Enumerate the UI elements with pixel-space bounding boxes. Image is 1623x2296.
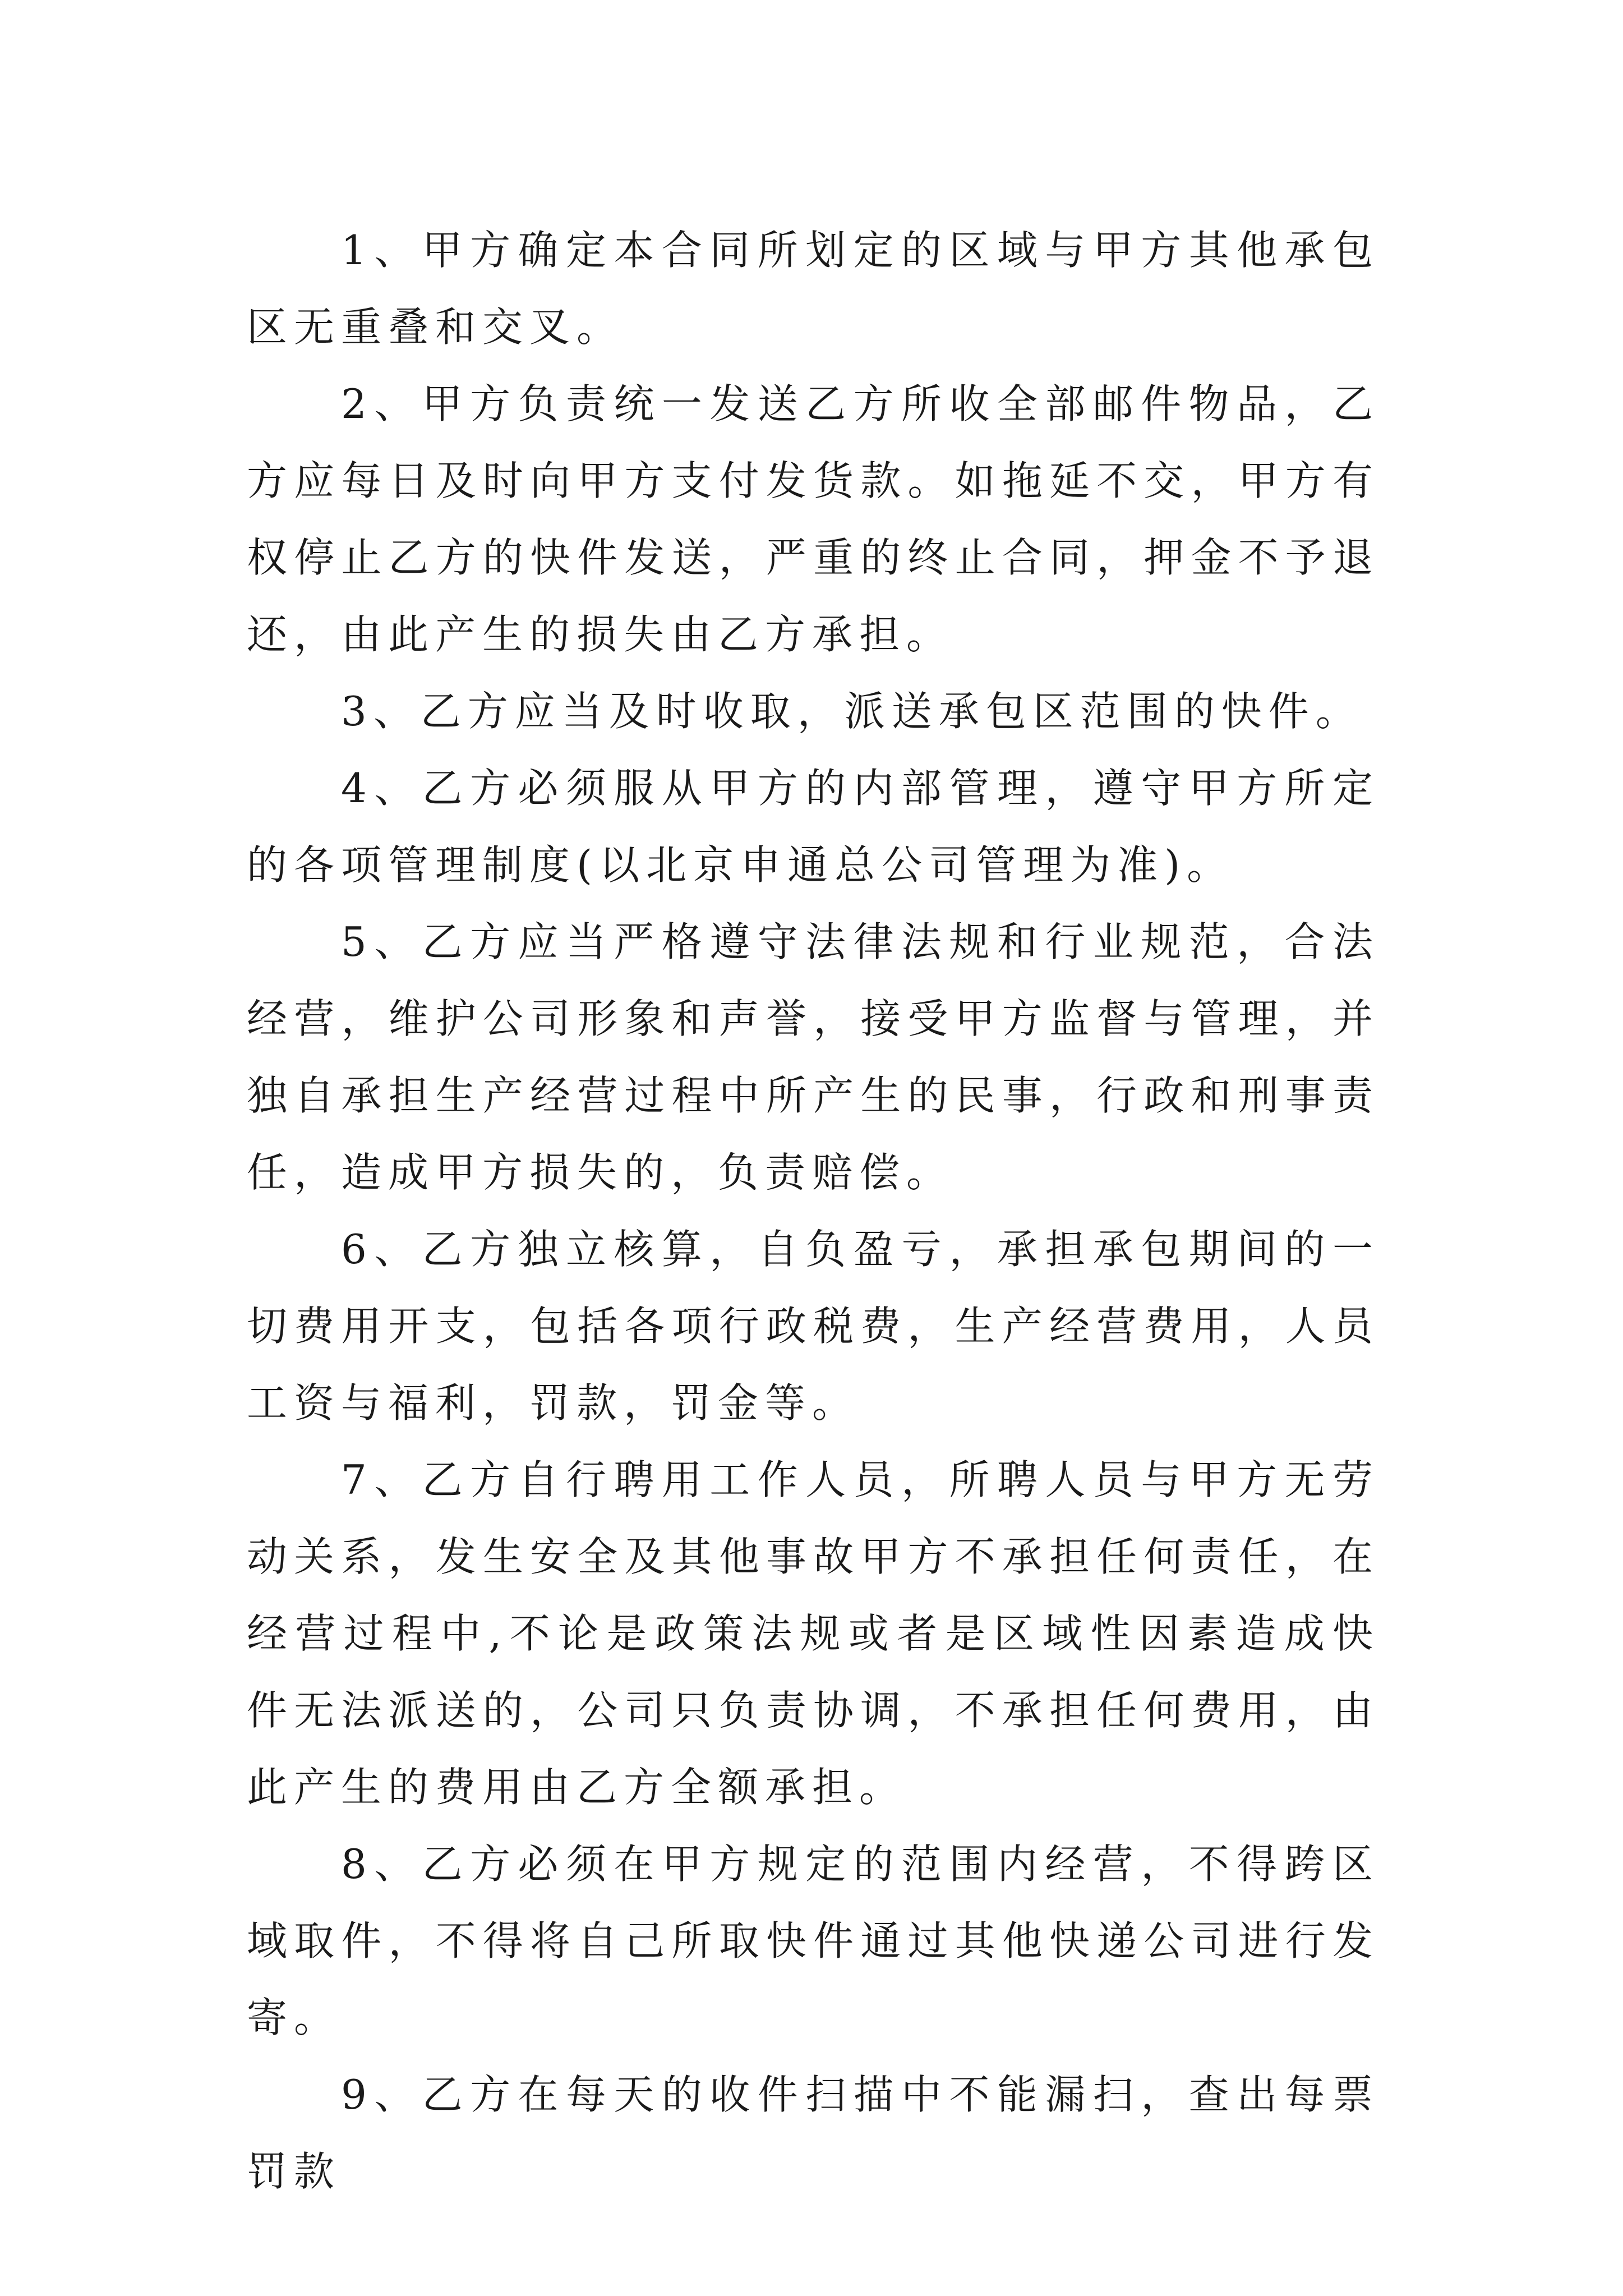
paragraph-2: 2、甲方负责统一发送乙方所收全部邮件物品，乙方应每日及时向甲方支付发货款。如拖延不交，甲方有权停止乙方的快件发送，严重的终止合同，押金不予退还，由此产生的损失由乙方承担。 (247, 380, 1380, 658)
contract-text (247, 212, 1380, 2210)
paragraph-6: 6、乙方独立核算，自负盈亏，承担承包期间的一切费用开支，包括各项行政税费，生产经营费用，人员工资与福利，罚款，罚金等。 (247, 1226, 1380, 1427)
paragraph-1: 1、甲方确定本合同所划定的区域与甲方其他承包区无重叠和交叉。 (247, 227, 1380, 351)
paragraph-5: 5、乙方应当严格遵守法律法规和行业规范，合法经营，维护公司形象和声誉，接受甲方监督与管理，并独自承担生产经营过程中所产生的民事，行政和刑事责任，造成甲方损失的，负责赔偿。 (247, 918, 1380, 1196)
paragraph-3: 3、乙方应当及时收取，派送承包区范围的快件。 (341, 688, 1363, 735)
paragraph-9: 9、乙方在每天的收件扫描中不能漏扫，查出每票罚款 (247, 2071, 1380, 2195)
paragraph-8: 8、乙方必须在甲方规定的范围内经营，不得跨区域取件，不得将自己所取快件通过其他快递公司进行发寄。 (247, 1841, 1380, 2041)
paragraph-4: 4、乙方必须服从甲方的内部管理，遵守甲方所定的各项管理制度(以北京申通总公司管理为准)。 (247, 765, 1380, 889)
paragraph-7: 7、乙方自行聘用工作人员，所聘人员与甲方无劳动关系，发生安全及其他事故甲方不承担任何责任，在经营过程中,不论是政策法规或者是区域性因素造成快件无法派送的，公司只负责协调，不承担任何费用，由此产生的费用由乙方全额承担。 (247, 1456, 1380, 1811)
